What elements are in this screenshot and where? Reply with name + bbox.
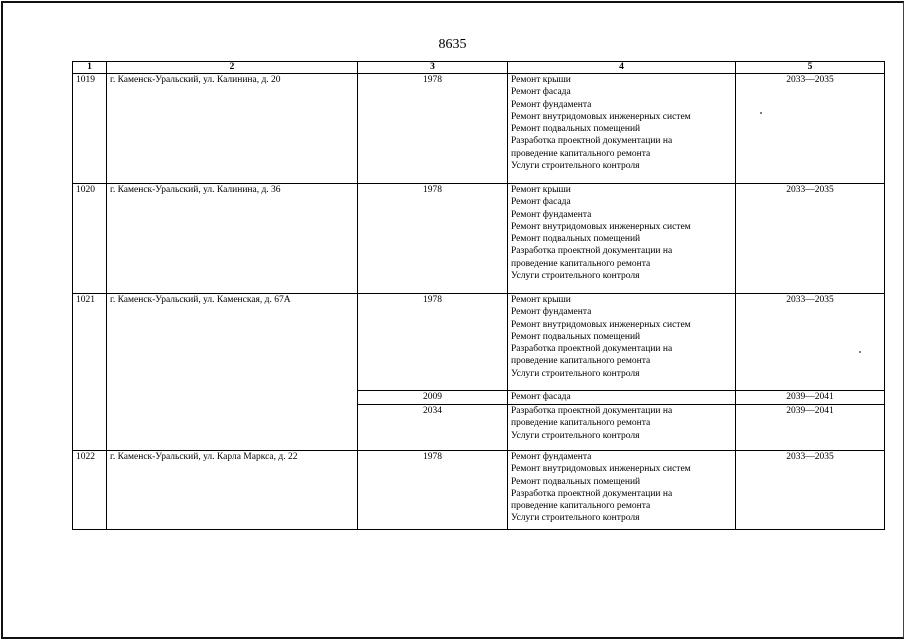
work-item: Ремонт крыши: [511, 295, 571, 305]
address-cell: г. Каменск-Уральский, ул. Карла Маркса, д. 22: [107, 451, 358, 530]
work-item: Разработка проектной документации на: [511, 246, 673, 257]
period-cell: 2039—2041: [736, 391, 885, 405]
work-item: Ремонт крыши: [511, 75, 571, 85]
year-cell: 1978: [358, 184, 508, 294]
year-cell: 1978: [358, 294, 508, 391]
header-row: [73, 62, 885, 74]
table-row: [73, 451, 885, 530]
table-row: [73, 74, 885, 184]
work-item: Разработка проектной документации на: [511, 488, 673, 499]
work-item: Разработка проектной документации на: [511, 406, 673, 416]
work-item: Ремонт фасада: [511, 392, 571, 402]
works-cell: [508, 294, 736, 391]
work-item: Ремонт фундамента: [511, 452, 592, 462]
column-header-5: 5: [736, 62, 885, 74]
register-table: [72, 61, 885, 530]
works-cell: [508, 451, 736, 530]
work-item: проведение капитального ремонта: [511, 258, 651, 269]
address-cell: г. Каменск-Уральский, ул. Калинина, д. 36: [107, 184, 358, 294]
column-header-4: 4: [508, 62, 736, 74]
work-item: Услуги строительного контроля: [511, 271, 640, 282]
work-item: Ремонт фундамента: [511, 307, 592, 318]
work-item: Ремонт фундамента: [511, 209, 592, 220]
work-item: проведение капитального ремонта: [511, 356, 651, 367]
period-cell: 2033—2035: [736, 294, 885, 391]
column-header-3: 3: [358, 62, 508, 74]
period-cell: 2033—2035: [736, 451, 885, 530]
works-cell: [508, 184, 736, 294]
row-number: 1020: [73, 184, 107, 294]
year-cell: 1978: [358, 74, 508, 184]
column-header-1: 1: [73, 62, 107, 74]
work-item: Ремонт фасада: [511, 87, 571, 98]
year-cell: 2009: [358, 391, 508, 405]
work-item: Ремонт внутридомовых инженерных систем: [511, 221, 691, 232]
row-number: 1021: [73, 294, 107, 451]
works-cell: [508, 74, 736, 184]
table-row: [73, 294, 885, 391]
work-item: Ремонт крыши: [511, 185, 571, 195]
table-body: [73, 74, 885, 530]
work-item: Ремонт фундамента: [511, 99, 592, 110]
address-cell: г. Каменск-Уральский, ул. Каменская, д. 67А: [107, 294, 358, 451]
row-number: 1019: [73, 74, 107, 184]
work-item: Ремонт внутридомовых инженерных систем: [511, 319, 691, 330]
scan-speck: [760, 112, 762, 114]
work-item: проведение капитального ремонта: [511, 148, 651, 159]
period-cell: 2039—2041: [736, 405, 885, 451]
row-number: 1022: [73, 451, 107, 530]
work-item: Ремонт внутридомовых инженерных систем: [511, 111, 691, 122]
work-item: проведение капитального ремонта: [511, 418, 651, 429]
year-cell: 2034: [358, 405, 508, 451]
work-item: Ремонт подвальных помещений: [511, 124, 641, 135]
work-item: Услуги строительного контроля: [511, 430, 640, 441]
work-item: Услуги строительного контроля: [511, 513, 640, 524]
work-item: Ремонт подвальных помещений: [511, 476, 641, 487]
column-header-2: 2: [107, 62, 358, 74]
works-cell: [508, 391, 736, 405]
work-item: Услуги строительного контроля: [511, 368, 640, 379]
works-cell: [508, 405, 736, 451]
table-row: [73, 184, 885, 294]
work-item: Ремонт подвальных помещений: [511, 331, 641, 342]
address-cell: г. Каменск-Уральский, ул. Калинина, д. 20: [107, 74, 358, 184]
period-cell: 2033—2035: [736, 74, 885, 184]
work-item: Ремонт фасада: [511, 197, 571, 208]
work-item: Разработка проектной документации на: [511, 136, 673, 147]
work-item: Ремонт подвальных помещений: [511, 234, 641, 245]
year-cell: 1978: [358, 451, 508, 530]
period-cell: 2033—2035: [736, 184, 885, 294]
work-item: Разработка проектной документации на: [511, 344, 673, 355]
work-item: проведение капитального ремонта: [511, 501, 651, 512]
work-item: Ремонт внутридомовых инженерных систем: [511, 464, 691, 475]
work-item: Услуги строительного контроля: [511, 161, 640, 172]
scan-speck: [859, 351, 861, 353]
page-number: 8635: [438, 37, 467, 52]
